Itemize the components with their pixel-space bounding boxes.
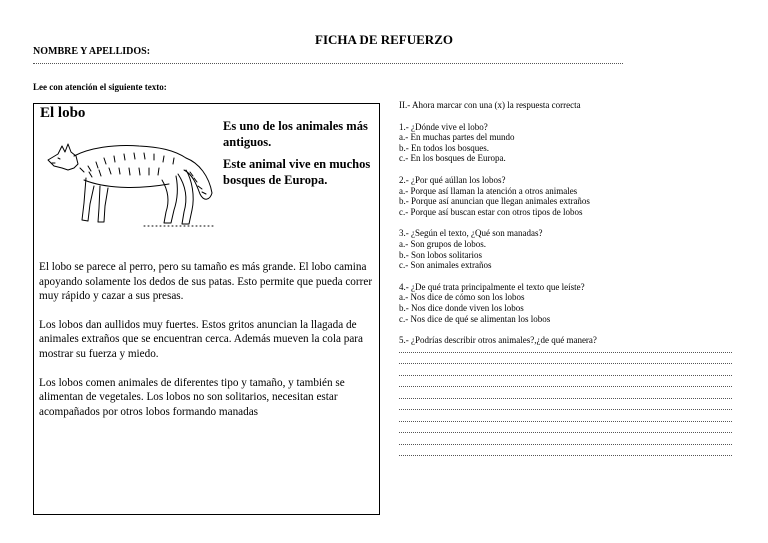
worksheet-title: FICHA DE REFUERZO [315, 32, 453, 47]
answer-option[interactable]: b.- Son lobos solitarios [399, 249, 483, 260]
question-text: 1.- ¿Dónde vive el lobo? [399, 121, 488, 132]
answer-option[interactable]: c.- Porque así buscan estar con otros tipos de lobos [399, 206, 583, 217]
question-2 [399, 175, 739, 217]
answer-write-line[interactable] [399, 352, 732, 353]
answer-option[interactable]: b.- Porque así anuncian que llegan animales extraños [399, 196, 590, 207]
story-body [39, 260, 377, 433]
answer-write-line[interactable] [399, 363, 732, 364]
question-text: 3.- ¿Según el texto, ¿Qué son manadas? [399, 228, 543, 239]
answer-option[interactable]: c.- En los bosques de Europa. [399, 153, 506, 164]
story-paragraph: El lobo se parece al perro, pero su tamaño es más grande. El lobo camina apoyando solamente los dedos de sus patas. Esto permite que pueda correr muy rápido y cazar a sus presas. [39, 261, 373, 303]
answer-write-line[interactable] [399, 421, 732, 422]
name-label: NOMBRE Y APELLIDOS: [33, 46, 151, 57]
answer-option[interactable]: a.- Son grupos de lobos. [399, 238, 486, 249]
answer-option[interactable]: c.- Nos dice de qué se alimentan los lobos [399, 313, 551, 324]
answer-option[interactable]: a.- Porque así llaman la atención a otros animales [399, 185, 578, 196]
answer-write-line[interactable] [399, 432, 732, 433]
answer-lines [399, 352, 739, 457]
exercise-section [399, 100, 739, 467]
name-write-line [33, 62, 623, 64]
answer-option[interactable]: c.- Son animales extraños [399, 260, 492, 271]
question-text: 2.- ¿Por qué aúllan los lobos? [399, 174, 506, 185]
answer-write-line[interactable] [399, 398, 732, 399]
answer-write-line[interactable] [399, 444, 732, 445]
story-paragraph: Los lobos comen animales de diferentes tipo y tamaño, y también se alimentan de vegetales. Los lobos no son solitarios, necesitan estar acompañados por otros lobos formando manadas [39, 376, 345, 418]
question-4 [399, 282, 739, 324]
question-1 [399, 122, 739, 164]
story-intro [223, 118, 373, 194]
question-text: 4.- ¿De qué trata principalmente el texto que leíste? [399, 281, 585, 292]
answer-write-line[interactable] [399, 375, 732, 376]
answer-option[interactable]: b.- Nos dice donde viven los lobos [399, 302, 524, 313]
answer-write-line[interactable] [399, 455, 732, 456]
intro-line-2: Este animal vive en muchos bosques de Europa. [223, 157, 371, 187]
exercise-heading: II.- Ahora marcar con una (x) la respuesta correcta [399, 100, 581, 110]
wolf-illustration-icon [44, 128, 216, 232]
question-3 [399, 228, 739, 270]
intro-line-1: Es uno de los animales más antiguos. [223, 119, 368, 149]
answer-option[interactable]: a.- Nos dice de cómo son los lobos [399, 292, 525, 303]
answer-write-line[interactable] [399, 386, 732, 387]
story-paragraph: Los lobos dan aullidos muy fuertes. Estos gritos anuncian la llagada de animales extraños que se encuentran cerca. Además mueven la cola para mostrar su fuerza y miedo. [39, 318, 363, 360]
reading-instruction: Lee con atención el siguiente texto: [33, 82, 167, 92]
answer-write-line[interactable] [399, 409, 732, 410]
answer-option[interactable]: a.- En muchas partes del mundo [399, 132, 515, 143]
answer-option[interactable]: b.- En todos los bosques. [399, 142, 489, 153]
story-title: El lobo [40, 105, 86, 121]
open-question: 5.- ¿Podrías describir otros animales?,¿de qué manera? [399, 335, 597, 346]
